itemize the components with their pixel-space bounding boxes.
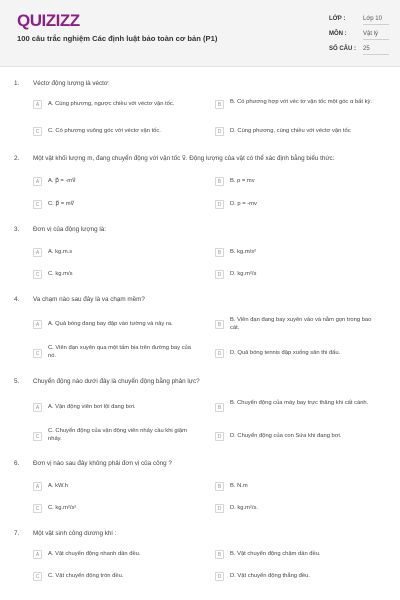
option-text: C. kg.m/s [48,271,73,277]
meta-subject-value: Vật lý [363,31,389,40]
option-text: A. Cùng phương, ngược chiều với véctơ vận tốc. [48,101,175,107]
meta-grade-value: Lớp 10 [363,16,389,25]
quizizz-logo: QUIZIZZ [17,11,80,30]
option-letter: C [33,270,42,279]
question-number: 4. [14,296,20,303]
question-number: 2. [14,155,20,162]
option-letter: D [215,127,224,136]
option-text: C. kg.m²/s² [48,505,77,511]
question-number: 7. [14,530,20,537]
option-letter: B [215,482,224,491]
option-letter: C [33,432,42,441]
option-text: B. N.m [230,483,248,489]
option-letter: C [33,504,42,513]
option-text: B. kg.m/s² [230,249,257,255]
option-text: B. Chuyển động của máy bay trực thăng khi cất cánh. [230,400,369,406]
question-number: 1. [14,80,20,87]
option-letter: A [33,177,42,186]
option-text: A. Quả bóng đang bay đập vào tường và nảy ra. [48,321,173,327]
option-text: A. kg.m.s [48,249,73,255]
option-letter: C [33,349,42,358]
question-text: Va chạm nào sau đây là va chạm mềm? [33,296,145,303]
option-text: C. Có phương vuông góc với véctơ vận tốc. [48,128,161,134]
question-text: Đơn vị nào sau đây không phải đơn vị của công ? [33,460,172,467]
question-text: Đơn vị của động lượng là: [33,226,107,233]
option-letter: B [215,177,224,186]
option-letter: A [33,248,42,257]
meta-count-value: 25 [363,46,389,55]
option-text: D. p = -mv [230,201,257,207]
option-text: C. p⃗ = mv⃗ [48,201,74,207]
question-text: Một vật khối lượng m, đang chuyển động với vận tốc v⃗. Động lượng của vật có thể xác định bằng biểu thức: [33,155,335,162]
question-text: Chuyển động nào dưới đây là chuyển động bằng phản lực? [33,378,200,385]
question-number: 5. [14,378,20,385]
option-text: B. Có phương hợp với véc tơ vận tốc một góc α bất kỳ. [230,99,372,105]
option-text: D. Quả bóng tennis đập xuống sân thi đấu. [230,350,341,356]
option-text: C. Vật chuyển động tròn đều. [48,573,124,579]
option-letter: A [33,403,42,412]
question-number: 3. [14,226,20,233]
option-letter: C [33,127,42,136]
option-letter: A [33,482,42,491]
option-text: D. kg.m²/s. [230,505,259,511]
option-text: A. p⃗ = -mv⃗ [48,178,76,184]
option-letter: B [215,320,224,329]
option-letter: C [33,572,42,581]
option-text: A. Vật chuyển động nhanh dần đều. [48,551,141,557]
option-text: B. Vật chuyển động chậm dần đều. [230,551,321,557]
question-number: 6. [14,460,20,467]
option-text: B. Viên đạn đang bay xuyên vào và nằm gọn trong bao cát. [230,317,372,331]
option-letter: A [33,100,42,109]
meta-subject-label: MÔN : [329,31,347,37]
worksheet-title: 100 câu trắc nghiệm Các định luật bảo toàn cơ bản (P1) [17,34,218,43]
meta-grade-label: LỚP : [329,16,346,22]
option-text: D. Cùng phương, cùng chiều với véctơ vận tốc [230,128,351,134]
option-letter: A [33,550,42,559]
meta-count-label: SỐ CÂU : [329,46,356,52]
question-text: Véctơ động lượng là véctơ: [33,80,110,87]
option-letter: B [215,248,224,257]
option-text: A. Vận động viên bơi lội đang bơi. [48,404,136,410]
option-letter: D [215,200,224,209]
option-text: D. Chuyển động của con Sứa khi đang bơi. [230,433,342,439]
option-letter: C [33,200,42,209]
option-text: D. Vật chuyển động thẳng đều. [230,573,310,579]
option-letter: D [215,572,224,581]
option-text: D. kg.m²/s [230,271,257,277]
option-letter: B [215,403,224,412]
option-letter: D [215,504,224,513]
option-letter: D [215,270,224,279]
option-letter: D [215,349,224,358]
worksheet-header [0,0,400,67]
option-text: A. kW.h [48,483,68,489]
option-text: C. Viên đạn xuyên qua một tấm bia trên đường bay của nó. [48,345,191,359]
option-letter: B [215,550,224,559]
question-text: Một vật sinh công dương khi : [33,530,117,537]
option-text: C. Chuyển động của vận động viên nhảy cầu khi giậm nhảy. [48,428,187,442]
option-letter: D [215,432,224,441]
option-letter: B [215,100,224,109]
option-letter: A [33,320,42,329]
option-text: B. p = mv [230,178,255,184]
